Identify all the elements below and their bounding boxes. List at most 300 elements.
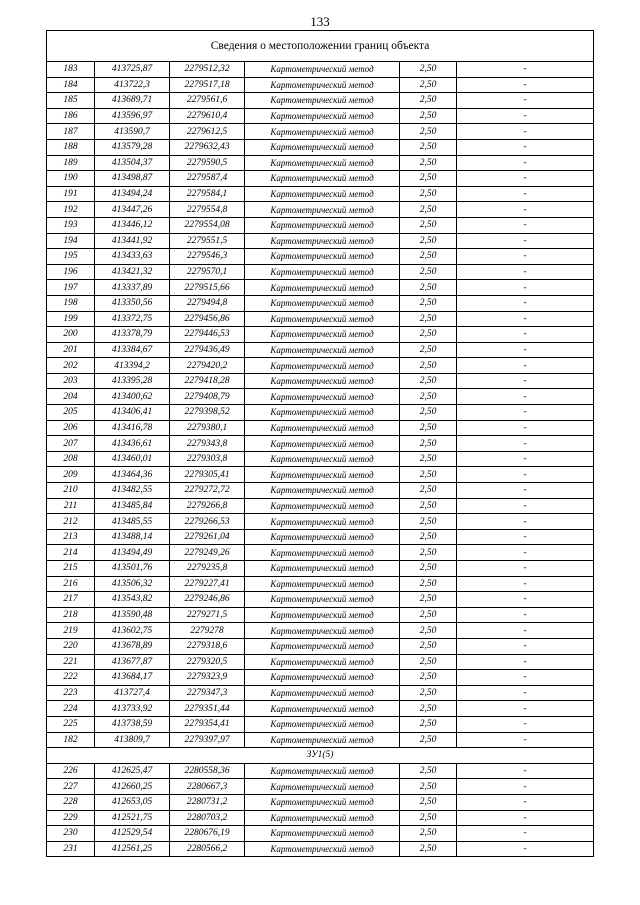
accuracy-cell: 2,50	[400, 358, 457, 374]
method-cell: Картометрический метод	[245, 763, 400, 779]
y-coordinate-cell: 2279351,44	[170, 701, 245, 717]
table-row	[47, 763, 594, 779]
table-row	[47, 280, 594, 296]
table-row	[47, 420, 594, 436]
y-coordinate-cell: 2279398,52	[170, 405, 245, 421]
note-cell: -	[457, 826, 594, 842]
point-number-cell: 224	[47, 701, 95, 717]
point-number-cell: 202	[47, 358, 95, 374]
accuracy-cell: 2,50	[400, 779, 457, 795]
table-row	[47, 670, 594, 686]
y-coordinate-cell: 2279554,8	[170, 202, 245, 218]
accuracy-cell: 2,50	[400, 280, 457, 296]
method-cell: Картометрический метод	[245, 108, 400, 124]
x-coordinate-cell: 413725,87	[95, 62, 170, 78]
table-row	[47, 716, 594, 732]
point-number-cell: 220	[47, 638, 95, 654]
y-coordinate-cell: 2280703,2	[170, 810, 245, 826]
note-cell: -	[457, 249, 594, 265]
accuracy-cell: 2,50	[400, 498, 457, 514]
point-number-cell: 207	[47, 436, 95, 452]
table-row	[47, 373, 594, 389]
point-number-cell: 218	[47, 607, 95, 623]
note-cell: -	[457, 342, 594, 358]
table-row	[47, 139, 594, 155]
accuracy-cell: 2,50	[400, 545, 457, 561]
method-cell: Картометрический метод	[245, 607, 400, 623]
y-coordinate-cell: 2279347,3	[170, 685, 245, 701]
point-number-cell: 210	[47, 483, 95, 499]
method-cell: Картометрический метод	[245, 638, 400, 654]
table-row	[47, 389, 594, 405]
point-number-cell: 195	[47, 249, 95, 265]
table-row	[47, 155, 594, 171]
note-cell: -	[457, 576, 594, 592]
accuracy-cell: 2,50	[400, 716, 457, 732]
point-number-cell: 192	[47, 202, 95, 218]
y-coordinate-cell: 2279446,53	[170, 327, 245, 343]
method-cell: Картометрический метод	[245, 155, 400, 171]
note-cell: -	[457, 545, 594, 561]
accuracy-cell: 2,50	[400, 763, 457, 779]
note-cell: -	[457, 529, 594, 545]
y-coordinate-cell: 2279271,5	[170, 607, 245, 623]
method-cell: Картометрический метод	[245, 529, 400, 545]
accuracy-cell: 2,50	[400, 483, 457, 499]
note-cell: -	[457, 171, 594, 187]
y-coordinate-cell: 2279587,4	[170, 171, 245, 187]
table-row	[47, 311, 594, 327]
y-coordinate-cell: 2279456,86	[170, 311, 245, 327]
method-cell: Картометрический метод	[245, 217, 400, 233]
x-coordinate-cell: 413406,41	[95, 405, 170, 421]
accuracy-cell: 2,50	[400, 233, 457, 249]
x-coordinate-cell: 412561,25	[95, 841, 170, 857]
x-coordinate-cell: 413733,92	[95, 701, 170, 717]
y-coordinate-cell: 2279272,72	[170, 483, 245, 499]
point-number-cell: 219	[47, 623, 95, 639]
x-coordinate-cell: 413590,7	[95, 124, 170, 140]
method-cell: Картометрический метод	[245, 779, 400, 795]
accuracy-cell: 2,50	[400, 420, 457, 436]
method-cell: Картометрический метод	[245, 280, 400, 296]
y-coordinate-cell: 2279512,32	[170, 62, 245, 78]
x-coordinate-cell: 413543,82	[95, 592, 170, 608]
point-number-cell: 199	[47, 311, 95, 327]
accuracy-cell: 2,50	[400, 264, 457, 280]
y-coordinate-cell: 2279227,41	[170, 576, 245, 592]
y-coordinate-cell: 2279610,4	[170, 108, 245, 124]
note-cell: -	[457, 264, 594, 280]
y-coordinate-cell: 2279323,9	[170, 670, 245, 686]
accuracy-cell: 2,50	[400, 732, 457, 748]
method-cell: Картометрический метод	[245, 327, 400, 343]
method-cell: Картометрический метод	[245, 592, 400, 608]
point-number-cell: 189	[47, 155, 95, 171]
note-cell: -	[457, 732, 594, 748]
y-coordinate-cell: 2279343,8	[170, 436, 245, 452]
note-cell: -	[457, 623, 594, 639]
method-cell: Картометрический метод	[245, 139, 400, 155]
point-number-cell: 200	[47, 327, 95, 343]
accuracy-cell: 2,50	[400, 654, 457, 670]
note-cell: -	[457, 295, 594, 311]
table-row	[47, 545, 594, 561]
accuracy-cell: 2,50	[400, 826, 457, 842]
x-coordinate-cell: 413394,2	[95, 358, 170, 374]
table-row	[47, 233, 594, 249]
note-cell: -	[457, 358, 594, 374]
method-cell: Картометрический метод	[245, 451, 400, 467]
accuracy-cell: 2,50	[400, 77, 457, 93]
x-coordinate-cell: 413498,87	[95, 171, 170, 187]
y-coordinate-cell: 2279584,1	[170, 186, 245, 202]
x-coordinate-cell: 412653,05	[95, 794, 170, 810]
y-coordinate-cell: 2279570,1	[170, 264, 245, 280]
y-coordinate-cell: 2280731,2	[170, 794, 245, 810]
x-coordinate-cell: 412660,25	[95, 779, 170, 795]
point-number-cell: 228	[47, 794, 95, 810]
x-coordinate-cell: 413421,32	[95, 264, 170, 280]
method-cell: Картометрический метод	[245, 295, 400, 311]
accuracy-cell: 2,50	[400, 467, 457, 483]
method-cell: Картометрический метод	[245, 826, 400, 842]
point-number-cell: 229	[47, 810, 95, 826]
table-row	[47, 77, 594, 93]
note-cell: -	[457, 467, 594, 483]
accuracy-cell: 2,50	[400, 342, 457, 358]
point-number-cell: 186	[47, 108, 95, 124]
note-cell: -	[457, 202, 594, 218]
note-cell: -	[457, 498, 594, 514]
note-cell: -	[457, 233, 594, 249]
method-cell: Картометрический метод	[245, 420, 400, 436]
y-coordinate-cell: 2279397,97	[170, 732, 245, 748]
note-cell: -	[457, 638, 594, 654]
point-number-cell: 227	[47, 779, 95, 795]
table-row	[47, 249, 594, 265]
x-coordinate-cell: 413485,84	[95, 498, 170, 514]
table-row	[47, 794, 594, 810]
accuracy-cell: 2,50	[400, 529, 457, 545]
table-row	[47, 93, 594, 109]
section-row	[47, 748, 594, 764]
accuracy-cell: 2,50	[400, 217, 457, 233]
table-row	[47, 779, 594, 795]
x-coordinate-cell: 413506,32	[95, 576, 170, 592]
x-coordinate-cell: 413433,63	[95, 249, 170, 265]
note-cell: -	[457, 592, 594, 608]
accuracy-cell: 2,50	[400, 794, 457, 810]
note-cell: -	[457, 139, 594, 155]
point-number-cell: 185	[47, 93, 95, 109]
x-coordinate-cell: 413488,14	[95, 529, 170, 545]
table-row	[47, 171, 594, 187]
table-row	[47, 654, 594, 670]
point-number-cell: 212	[47, 514, 95, 530]
accuracy-cell: 2,50	[400, 841, 457, 857]
y-coordinate-cell: 2280676,19	[170, 826, 245, 842]
method-cell: Картометрический метод	[245, 358, 400, 374]
table-row	[47, 623, 594, 639]
y-coordinate-cell: 2280667,3	[170, 779, 245, 795]
x-coordinate-cell: 413579,28	[95, 139, 170, 155]
table-row	[47, 732, 594, 748]
method-cell: Картометрический метод	[245, 233, 400, 249]
method-cell: Картометрический метод	[245, 124, 400, 140]
note-cell: -	[457, 654, 594, 670]
x-coordinate-cell: 413590,48	[95, 607, 170, 623]
point-number-cell: 231	[47, 841, 95, 857]
x-coordinate-cell: 413678,89	[95, 638, 170, 654]
point-number-cell: 222	[47, 670, 95, 686]
y-coordinate-cell: 2279235,8	[170, 561, 245, 577]
note-cell: -	[457, 483, 594, 499]
point-number-cell: 182	[47, 732, 95, 748]
note-cell: -	[457, 716, 594, 732]
x-coordinate-cell: 413722,3	[95, 77, 170, 93]
point-number-cell: 213	[47, 529, 95, 545]
note-cell: -	[457, 514, 594, 530]
method-cell: Картометрический метод	[245, 623, 400, 639]
y-coordinate-cell: 2279266,8	[170, 498, 245, 514]
method-cell: Картометрический метод	[245, 685, 400, 701]
note-cell: -	[457, 436, 594, 452]
x-coordinate-cell: 413464,36	[95, 467, 170, 483]
method-cell: Картометрический метод	[245, 62, 400, 78]
x-coordinate-cell: 413447,26	[95, 202, 170, 218]
x-coordinate-cell: 413384,67	[95, 342, 170, 358]
table-row	[47, 436, 594, 452]
accuracy-cell: 2,50	[400, 670, 457, 686]
x-coordinate-cell: 413504,37	[95, 155, 170, 171]
point-number-cell: 217	[47, 592, 95, 608]
accuracy-cell: 2,50	[400, 576, 457, 592]
y-coordinate-cell: 2279380,1	[170, 420, 245, 436]
y-coordinate-cell: 2279515,66	[170, 280, 245, 296]
y-coordinate-cell: 2279554,08	[170, 217, 245, 233]
x-coordinate-cell: 413677,87	[95, 654, 170, 670]
point-number-cell: 225	[47, 716, 95, 732]
y-coordinate-cell: 2279418,28	[170, 373, 245, 389]
y-coordinate-cell: 2279420,2	[170, 358, 245, 374]
y-coordinate-cell: 2279261,04	[170, 529, 245, 545]
point-number-cell: 184	[47, 77, 95, 93]
note-cell: -	[457, 62, 594, 78]
accuracy-cell: 2,50	[400, 186, 457, 202]
y-coordinate-cell: 2279612,5	[170, 124, 245, 140]
table-row	[47, 592, 594, 608]
table-row	[47, 202, 594, 218]
method-cell: Картометрический метод	[245, 436, 400, 452]
point-number-cell: 187	[47, 124, 95, 140]
note-cell: -	[457, 810, 594, 826]
table-row	[47, 264, 594, 280]
method-cell: Картометрический метод	[245, 202, 400, 218]
method-cell: Картометрический метод	[245, 701, 400, 717]
accuracy-cell: 2,50	[400, 685, 457, 701]
table-title: Сведения о местоположении границ объекта	[47, 31, 594, 62]
table-row	[47, 62, 594, 78]
point-number-cell: 188	[47, 139, 95, 155]
page-number: 133	[310, 14, 330, 29]
note-cell: -	[457, 701, 594, 717]
method-cell: Картометрический метод	[245, 483, 400, 499]
method-cell: Картометрический метод	[245, 77, 400, 93]
x-coordinate-cell: 413684,17	[95, 670, 170, 686]
table-body	[47, 31, 594, 857]
accuracy-cell: 2,50	[400, 451, 457, 467]
point-number-cell: 208	[47, 451, 95, 467]
table-row	[47, 576, 594, 592]
note-cell: -	[457, 373, 594, 389]
accuracy-cell: 2,50	[400, 373, 457, 389]
point-number-cell: 211	[47, 498, 95, 514]
point-number-cell: 197	[47, 280, 95, 296]
x-coordinate-cell: 413460,01	[95, 451, 170, 467]
note-cell: -	[457, 389, 594, 405]
accuracy-cell: 2,50	[400, 108, 457, 124]
method-cell: Картометрический метод	[245, 498, 400, 514]
method-cell: Картометрический метод	[245, 732, 400, 748]
x-coordinate-cell: 413372,75	[95, 311, 170, 327]
method-cell: Картометрический метод	[245, 514, 400, 530]
method-cell: Картометрический метод	[245, 389, 400, 405]
y-coordinate-cell: 2280566,2	[170, 841, 245, 857]
table-row	[47, 841, 594, 857]
table-row	[47, 701, 594, 717]
y-coordinate-cell: 2279320,5	[170, 654, 245, 670]
point-number-cell: 196	[47, 264, 95, 280]
boundary-table	[46, 30, 594, 857]
y-coordinate-cell: 2279436,49	[170, 342, 245, 358]
point-number-cell: 223	[47, 685, 95, 701]
y-coordinate-cell: 2279305,41	[170, 467, 245, 483]
table-row	[47, 607, 594, 623]
note-cell: -	[457, 280, 594, 296]
y-coordinate-cell: 2279303,8	[170, 451, 245, 467]
method-cell: Картометрический метод	[245, 841, 400, 857]
x-coordinate-cell: 413494,24	[95, 186, 170, 202]
method-cell: Картометрический метод	[245, 186, 400, 202]
note-cell: -	[457, 451, 594, 467]
accuracy-cell: 2,50	[400, 249, 457, 265]
accuracy-cell: 2,50	[400, 592, 457, 608]
y-coordinate-cell: 2279278	[170, 623, 245, 639]
point-number-cell: 194	[47, 233, 95, 249]
y-coordinate-cell: 2279494,8	[170, 295, 245, 311]
method-cell: Картометрический метод	[245, 373, 400, 389]
point-number-cell: 206	[47, 420, 95, 436]
point-number-cell: 215	[47, 561, 95, 577]
accuracy-cell: 2,50	[400, 311, 457, 327]
point-number-cell: 216	[47, 576, 95, 592]
table-row	[47, 186, 594, 202]
point-number-cell: 193	[47, 217, 95, 233]
method-cell: Картометрический метод	[245, 342, 400, 358]
accuracy-cell: 2,50	[400, 810, 457, 826]
note-cell: -	[457, 327, 594, 343]
table-row	[47, 342, 594, 358]
note-cell: -	[457, 841, 594, 857]
table-row	[47, 108, 594, 124]
method-cell: Картометрический метод	[245, 561, 400, 577]
method-cell: Картометрический метод	[245, 93, 400, 109]
table-row	[47, 826, 594, 842]
point-number-cell: 190	[47, 171, 95, 187]
method-cell: Картометрический метод	[245, 716, 400, 732]
x-coordinate-cell: 413395,28	[95, 373, 170, 389]
point-number-cell: 230	[47, 826, 95, 842]
accuracy-cell: 2,50	[400, 607, 457, 623]
y-coordinate-cell: 2279318,6	[170, 638, 245, 654]
x-coordinate-cell: 413482,55	[95, 483, 170, 499]
y-coordinate-cell: 2279551,5	[170, 233, 245, 249]
title-row	[47, 31, 594, 62]
note-cell: -	[457, 77, 594, 93]
table-row	[47, 685, 594, 701]
method-cell: Картометрический метод	[245, 311, 400, 327]
table-row	[47, 810, 594, 826]
accuracy-cell: 2,50	[400, 139, 457, 155]
method-cell: Картометрический метод	[245, 405, 400, 421]
accuracy-cell: 2,50	[400, 436, 457, 452]
y-coordinate-cell: 2279246,86	[170, 592, 245, 608]
y-coordinate-cell: 2279632,43	[170, 139, 245, 155]
x-coordinate-cell: 412625,47	[95, 763, 170, 779]
note-cell: -	[457, 763, 594, 779]
table-row	[47, 327, 594, 343]
table-row	[47, 514, 594, 530]
table-row	[47, 467, 594, 483]
point-number-cell: 203	[47, 373, 95, 389]
table-row	[47, 217, 594, 233]
x-coordinate-cell: 413494,49	[95, 545, 170, 561]
x-coordinate-cell: 413350,56	[95, 295, 170, 311]
y-coordinate-cell: 2280558,36	[170, 763, 245, 779]
table-row	[47, 529, 594, 545]
y-coordinate-cell: 2279266,53	[170, 514, 245, 530]
note-cell: -	[457, 186, 594, 202]
x-coordinate-cell: 413446,12	[95, 217, 170, 233]
x-coordinate-cell: 412529,54	[95, 826, 170, 842]
accuracy-cell: 2,50	[400, 405, 457, 421]
method-cell: Картометрический метод	[245, 670, 400, 686]
y-coordinate-cell: 2279249,26	[170, 545, 245, 561]
note-cell: -	[457, 670, 594, 686]
x-coordinate-cell: 413441,92	[95, 233, 170, 249]
y-coordinate-cell: 2279354,41	[170, 716, 245, 732]
x-coordinate-cell: 413809,7	[95, 732, 170, 748]
y-coordinate-cell: 2279546,3	[170, 249, 245, 265]
x-coordinate-cell: 413400,62	[95, 389, 170, 405]
note-cell: -	[457, 794, 594, 810]
accuracy-cell: 2,50	[400, 514, 457, 530]
note-cell: -	[457, 108, 594, 124]
table-row	[47, 498, 594, 514]
method-cell: Картометрический метод	[245, 264, 400, 280]
method-cell: Картометрический метод	[245, 654, 400, 670]
x-coordinate-cell: 413337,89	[95, 280, 170, 296]
table-row	[47, 405, 594, 421]
y-coordinate-cell: 2279517,18	[170, 77, 245, 93]
x-coordinate-cell: 413602,75	[95, 623, 170, 639]
point-number-cell: 205	[47, 405, 95, 421]
method-cell: Картометрический метод	[245, 794, 400, 810]
x-coordinate-cell: 413727,4	[95, 685, 170, 701]
accuracy-cell: 2,50	[400, 62, 457, 78]
accuracy-cell: 2,50	[400, 561, 457, 577]
